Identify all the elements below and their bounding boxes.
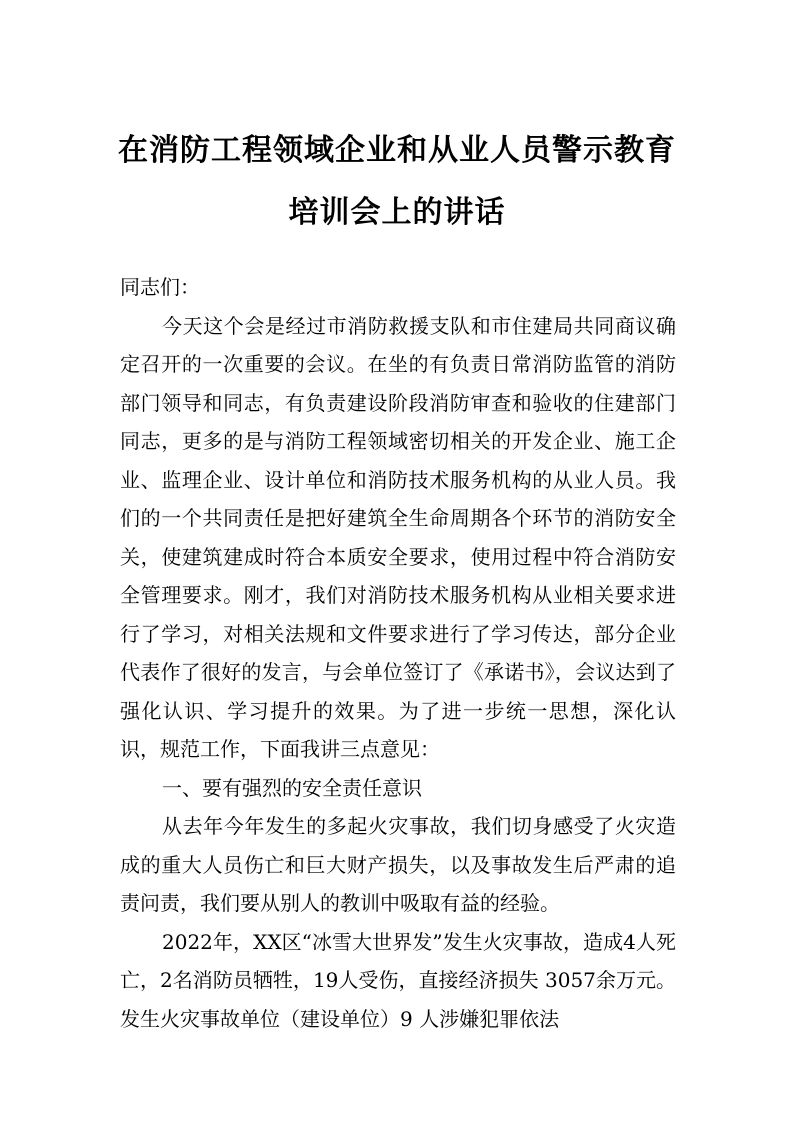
document-title-line-1: 在消防工程领域企业和从业人员警示教育	[118, 133, 676, 168]
paragraph-incident-2022: 2022年，XX区“冰雪大世界发”发生火灾事故，造成4人死亡，2名消防员牺牲，19人受伤，直接经济损失 3057余万元。发生火灾事故单位（建设单位）9 人涉嫌犯罪依法	[120, 929, 676, 1031]
salutation: 同志们：	[120, 275, 200, 299]
paragraph-opening: 今天这个会是经过市消防救援支队和市住建局共同商议确定召开的一次重要的会议。在坐的有负责日常消防监管的消防部门领导和同志，有负责建设阶段消防审查和验收的住建部门同志，更多的是与消防工程领域密切相关的开发企业、施工企业、监理企业、设计单位和消防技术服务机构的从业人员。我们的一个共同责任是把好建筑全生命周期各个环节的消防安全关，使建筑建成时符合本质安全要求，使用过程中符合消防安全管理要求。刚才，我们对消防技术服务机构从业相关要求进行了学习，对相关法规和文件要求进行了学习传达，部分企业代表作了很好的发言，与会单位签订了《承诺书》，会议达到了强化认识、学习提升的效果。为了进一步统一思想，深化认识，规范工作，下面我讲三点意见：	[120, 313, 676, 761]
paragraph-lessons: 从去年今年发生的多起火灾事故，我们切身感受了火灾造成的重大人员伤亡和巨大财产损失，以及事故发生后严肃的追责问责，我们要从别人的教训中吸取有益的经验。	[120, 814, 676, 915]
document-body	[120, 268, 676, 1038]
section-heading-1: 一、要有强烈的安全责任意识	[162, 775, 422, 800]
document-title-line-2: 培训会上的讲话	[288, 195, 506, 230]
